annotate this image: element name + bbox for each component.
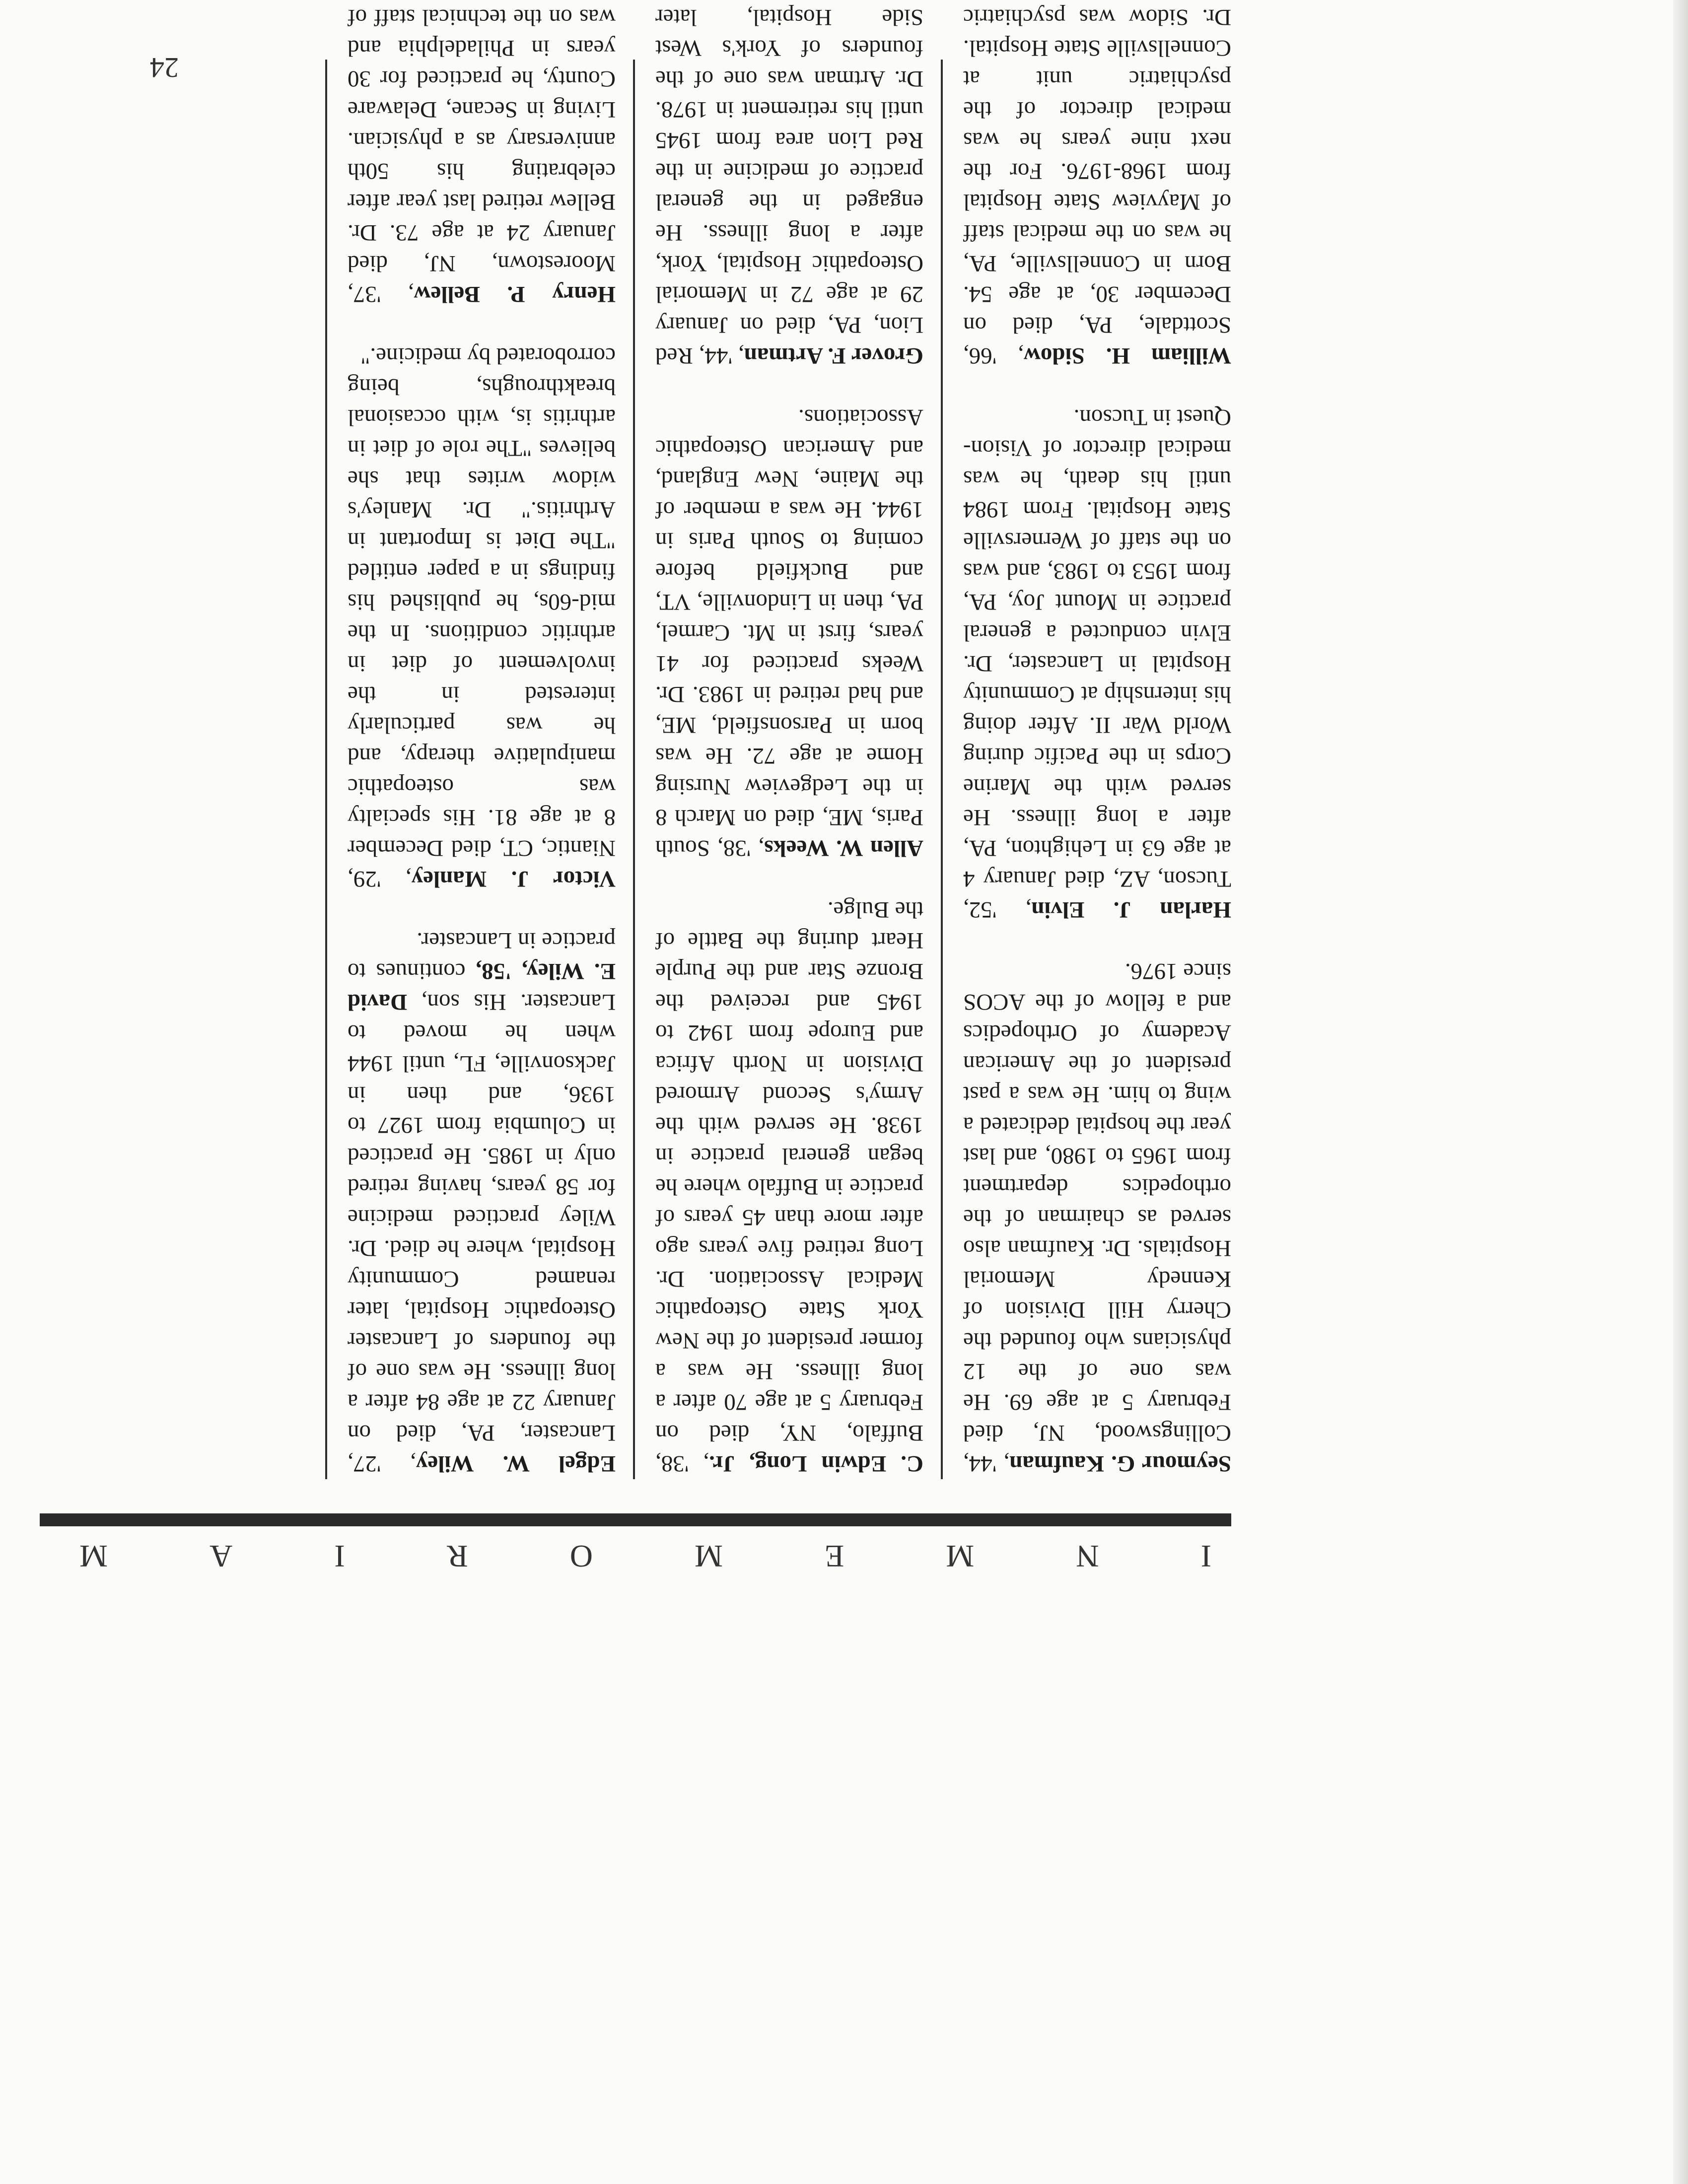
obituary-text-secondary: continues to practice in Lancaster. [348,928,616,984]
column-divider [633,60,635,1479]
obituary-name: Edgel W. Wiley [416,1451,616,1477]
obituary-name: Victor J. Manley [411,866,616,892]
header-letter: A [210,1539,233,1574]
obituary-name-secondary: David E. Wiley, '58, [348,958,616,1015]
obituary-name: C. Edwin Long, Jr. [709,1451,923,1477]
obituary-text: , '44, Collingswood, NJ, died February 5 at age 69. He was one of the 12 physicians who founded the Cherry Hill Division of Kennedy Memorial Hospitals. Dr. Kaufman also served as chairman of the orthopedics department from 1965 to 1980, and last year the hospital dedicated a wing to him. He was a past president of the American Academy of Orthopedics and a fellow of the ACOS since 1976. [963,958,1231,1477]
obituary-entry [963,402,1231,925]
obituary-text: , '52, Tucson, AZ, died January 4 at age 63 in Lehighton, PA, after a long illness. He served with the Marine Corps in the Pacific during World War II. After doing his internship at Community Hospital in Lancaster, Dr. Elvin conducted a general practice in Mount Joy, PA, from 1953 to 1983, and was on the staff of Wernersville State Hospital. From 1984 until his death, he was medical director of Vision-Quest in Tucson. [963,405,1231,923]
header-letter: E [825,1539,844,1574]
obituary-name: William H. Sidow [1023,343,1231,369]
column-divider [941,60,943,1479]
obituary-text: , '38, South Paris, ME, died on March 8 in the Ledgeview Nursing Home at age 72. He was born in Parsonsfield, ME, and had retired in 1983. Dr. Weeks practiced for 41 years, first in Mt. Carmel, PA, then in Lindonville, VT, and Buckfield before coming to South Paris in 1944. He was a member of the Maine, New England, and American Osteopathic Associations. [655,405,923,861]
obituary-name: Seymour G. Kaufman [1009,1451,1231,1477]
obituary-text: , '44, Red Lion, PA, died on January 29 at age 72 in Memorial Osteopathic Hospital, York, after a long illness. He engaged in the general practice of medicine in the Red Lion area from 1945 until his retirement in 1978. Dr. Artman was one of the founders of York's West Side Hospital, later [655,4,923,369]
obituary-entry [348,925,616,1479]
header-letter: O [569,1539,593,1574]
obituary-text: , '27, Lancaster, PA, died on January 22 at age 84 after a long illness. He was one of the founders of Lancaster Osteopathic Hospital, later renamed Community Hospital, where he died. Dr. Wiley practiced medicine for 58 years, having retired only in 1985. He practiced in Columbia from 1927 to 1936, and then in Jacksonville, FL, until 1944 when he moved to Lancaster. His son, [348,989,616,1477]
header-letter: M [695,1539,723,1574]
header-letter: I [334,1539,345,1574]
obituary-name: Grover F. Artman [744,343,923,369]
obituary-column-2 [655,4,923,1479]
header-rule [40,1513,1231,1526]
page-number: 24 [150,52,179,84]
obituary-name: Allen W. Weeks [764,835,923,861]
header-letter: M [946,1539,975,1574]
section-header-in-memoriam [79,1534,1211,1578]
obituary-entry [348,341,616,894]
page-edge-shadow [1673,0,1688,2184]
obituary-column-3 [347,4,616,1479]
column-divider [325,60,327,1479]
obituary-name: Harlan J. Elvin [1031,897,1231,923]
obituary-text: , '37, Moorestown, NJ, died January 24 at age 73. Dr. Bellew retired last year after celebrating his 50th anniversary as a physician. Living in Secane, Delaware County, he practiced for 30 years in Philadelphia and was on the technical staff of [348,4,616,307]
obituary-entry [655,402,923,864]
header-letter: N [1076,1539,1099,1574]
obituary-entry [655,0,923,371]
obituary-entry [963,956,1231,1479]
header-letter: M [79,1539,108,1574]
obituary-text: , '66, Scottdale, PA, died on December 30, at age 54. Born in Connellsville, PA, he was on the medical staff of Mayview State Hospital from 1968-1976. For the next nine years he was medical director of the psychiatric unit at Connellsville State Hospital. Dr. Sidow was psychiatric [963,4,1231,369]
obituary-entry [963,0,1231,371]
obituary-column-1 [963,4,1231,1479]
obituary-text: , '38, Buffalo, NY, died on February 5 at age 70 after a long illness. He was a former president of the New York State Osteopathic Medical Association. Dr. Long retired five years ago after more than 45 years of practice in Buffalo where he began general practice in 1938. He served with the Army's Second Armored Division in North Africa and Europe from 1942 to 1945 and received the Bronze Star and the Purple Heart during the Battle of the Bulge. [655,897,923,1477]
header-letter: R [446,1539,468,1574]
obituary-entry [348,0,616,310]
obituary-entry [655,894,923,1479]
header-letter: I [1200,1539,1211,1574]
obituary-name: Henry P. Bellew [414,281,616,307]
obituary-columns [60,4,1231,1479]
obituary-text: , '29, Niantic, CT, died December 8 at age 81. His specialty was osteopathic manipulative therapy, and he was particularly interested in the involvement of diet in arthritic conditions. In the mid-60s, he published his findings in a paper entitled "The Diet is Important in Arthritis." Dr. Manley's widow writes that she believes "The role of diet in arthritis is, with occasional breakthroughs, being corroborated by medicine." [347,343,616,892]
